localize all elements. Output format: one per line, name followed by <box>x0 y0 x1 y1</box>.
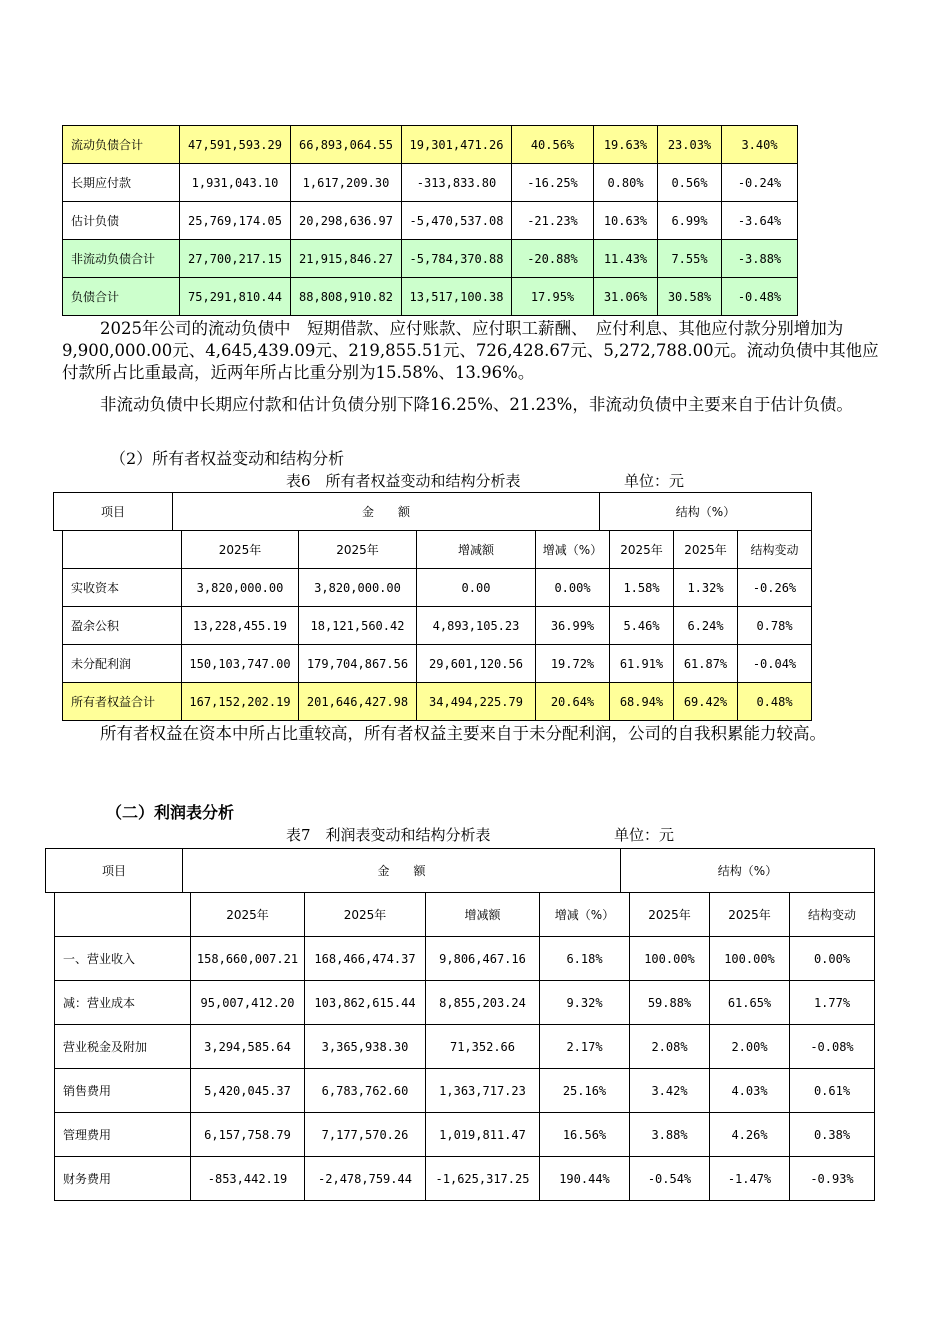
table-cell: 7.55% <box>658 240 722 278</box>
table-row <box>63 164 798 202</box>
table-cell: 3,820,000.00 <box>299 569 417 607</box>
table-cell: 4,893,105.23 <box>417 607 536 645</box>
row-label: 长期应付款 <box>63 164 180 202</box>
table-cell: 95,007,412.20 <box>191 981 305 1025</box>
paragraph-equity: 所有者权益在资本中所占比重较高，所有者权益主要来自于未分配利润，公司的自我积累能力较高。 <box>100 724 826 743</box>
table7-header <box>45 848 875 893</box>
table-cell: 1.32% <box>674 569 738 607</box>
table-cell: 30.58% <box>658 278 722 316</box>
table-cell: 20.64% <box>536 683 610 721</box>
table-row <box>63 126 798 164</box>
table-cell: 61.87% <box>674 645 738 683</box>
table-cell: 19.63% <box>594 126 658 164</box>
table-cell: 16.56% <box>540 1113 630 1157</box>
table-cell: -1,625,317.25 <box>426 1157 540 1201</box>
table-cell: 0.48% <box>738 683 812 721</box>
table-cell: 3,365,938.30 <box>305 1025 426 1069</box>
table-cell: 2.17% <box>540 1025 630 1069</box>
table-cell: 4.26% <box>710 1113 790 1157</box>
table-cell: 23.03% <box>658 126 722 164</box>
table-cell: -5,784,370.88 <box>402 240 512 278</box>
table-cell: 0.38% <box>790 1113 875 1157</box>
table-cell: 3.42% <box>630 1069 710 1113</box>
table-cell: 103,862,615.44 <box>305 981 426 1025</box>
table-cell: -3.64% <box>722 202 798 240</box>
table-cell: -313,833.80 <box>402 164 512 202</box>
table-cell: 1,019,811.47 <box>426 1113 540 1157</box>
table-cell: 19.72% <box>536 645 610 683</box>
table-cell: 6,157,758.79 <box>191 1113 305 1157</box>
section-heading-equity: （2）所有者权益变动和结构分析 <box>110 449 345 468</box>
paragraph-noncurrent-liabilities: 非流动负债中长期应付款和估计负债分别下降16.25%、21.23%，非流动负债中主要来自于估计负债。 <box>100 395 853 414</box>
table-cell: 0.78% <box>738 607 812 645</box>
table-cell: 8,855,203.24 <box>426 981 540 1025</box>
row-label: 所有者权益合计 <box>63 683 182 721</box>
table-cell: 9.32% <box>540 981 630 1025</box>
row-label: 减：营业成本 <box>55 981 191 1025</box>
column-header: 增减额 <box>417 531 536 569</box>
table-cell: 3,820,000.00 <box>182 569 299 607</box>
column-header: 2025年 <box>610 531 674 569</box>
column-header: 2025年 <box>191 893 305 937</box>
table-cell: 1,617,209.30 <box>291 164 402 202</box>
table-cell: 168,466,474.37 <box>305 937 426 981</box>
liabilities-table <box>62 125 798 316</box>
table6-header-amount: 金 额 <box>173 493 600 531</box>
table-cell: 19,301,471.26 <box>402 126 512 164</box>
table-cell: 0.56% <box>658 164 722 202</box>
table-cell: -0.08% <box>790 1025 875 1069</box>
table-cell: -3.88% <box>722 240 798 278</box>
table-row <box>55 981 875 1025</box>
row-label: 负债合计 <box>63 278 180 316</box>
row-label: 财务费用 <box>55 1157 191 1201</box>
table-cell: 6.99% <box>658 202 722 240</box>
equity-table-body <box>63 531 812 721</box>
table-row <box>55 1157 875 1201</box>
table-cell: 68.94% <box>610 683 674 721</box>
table-cell: 36.99% <box>536 607 610 645</box>
table-cell: 59.88% <box>630 981 710 1025</box>
table-cell: 1.77% <box>790 981 875 1025</box>
table-row <box>63 569 812 607</box>
table-cell: 0.61% <box>790 1069 875 1113</box>
table-cell: 158,660,007.21 <box>191 937 305 981</box>
table-cell: 25,769,174.05 <box>180 202 291 240</box>
table6-caption: 表6 所有者权益变动和结构分析表 <box>286 472 521 490</box>
table-cell: 71,352.66 <box>426 1025 540 1069</box>
table-cell: 3.40% <box>722 126 798 164</box>
table-cell: 0.00% <box>536 569 610 607</box>
table-cell: 100.00% <box>630 937 710 981</box>
column-header: 增减额 <box>426 893 540 937</box>
table-cell: 4.03% <box>710 1069 790 1113</box>
liabilities-table-body <box>63 126 798 316</box>
table-cell: 2.08% <box>630 1025 710 1069</box>
table-cell: 3,294,585.64 <box>191 1025 305 1069</box>
row-label: 实收资本 <box>63 569 182 607</box>
table-cell: 31.06% <box>594 278 658 316</box>
table-cell: 40.56% <box>512 126 594 164</box>
table-cell: 5.46% <box>610 607 674 645</box>
table-cell: 10.63% <box>594 202 658 240</box>
row-label: 营业税金及附加 <box>55 1025 191 1069</box>
column-header: 2025年 <box>710 893 790 937</box>
table7-caption: 表7 利润表变动和结构分析表 <box>286 826 491 844</box>
table-cell: -21.23% <box>512 202 594 240</box>
table-cell: 11.43% <box>594 240 658 278</box>
table-cell: 13,228,455.19 <box>182 607 299 645</box>
table-cell: 9,806,467.16 <box>426 937 540 981</box>
paragraph-current-liabilities: 2025年公司的流动负债中 短期借款、应付账款、应付职工薪酬、 应付利息、其他应付款分别增加为9,900,000.00元、4,645,439.09元、219,855.51元、726,428.67元、5,272,788.00元。流动负债中其他应付款所占比重最高，近两年所占比重分别为15.58%、13.96%。 <box>62 319 879 382</box>
row-label: 估计负债 <box>63 202 180 240</box>
table-cell: -0.48% <box>722 278 798 316</box>
table-cell: 150,103,747.00 <box>182 645 299 683</box>
table-cell: -0.93% <box>790 1157 875 1201</box>
table-cell: 167,152,202.19 <box>182 683 299 721</box>
table6-header <box>53 492 812 531</box>
table-row <box>63 202 798 240</box>
row-label: 流动负债合计 <box>63 126 180 164</box>
row-label: 非流动负债合计 <box>63 240 180 278</box>
table-cell: -16.25% <box>512 164 594 202</box>
table6-unit: 单位：元 <box>624 472 685 490</box>
section-heading-profit: （二）利润表分析 <box>106 803 235 822</box>
table-row <box>63 683 812 721</box>
table6-header-item: 项目 <box>54 493 173 531</box>
table-cell: -0.26% <box>738 569 812 607</box>
table-cell: 6,783,762.60 <box>305 1069 426 1113</box>
equity-table <box>62 530 812 721</box>
table-cell: 1,931,043.10 <box>180 164 291 202</box>
row-label: 销售费用 <box>55 1069 191 1113</box>
table7-header-amount: 金 额 <box>183 849 621 893</box>
table-cell: 0.00% <box>790 937 875 981</box>
table-row <box>55 1069 875 1113</box>
table-cell: 18,121,560.42 <box>299 607 417 645</box>
table-cell: 2.00% <box>710 1025 790 1069</box>
table-cell: 6.24% <box>674 607 738 645</box>
column-header: 2025年 <box>630 893 710 937</box>
table-cell <box>63 531 182 569</box>
table-cell: 201,646,427.98 <box>299 683 417 721</box>
table-cell: 0.00 <box>417 569 536 607</box>
table-subheader-row <box>55 893 875 937</box>
column-header: 结构变动 <box>790 893 875 937</box>
table-cell: 100.00% <box>710 937 790 981</box>
table-cell: 66,893,064.55 <box>291 126 402 164</box>
table-subheader-row <box>63 531 812 569</box>
table-cell: 47,591,593.29 <box>180 126 291 164</box>
column-header: 结构变动 <box>738 531 812 569</box>
table-cell: 75,291,810.44 <box>180 278 291 316</box>
table-cell: 21,915,846.27 <box>291 240 402 278</box>
table-cell: 29,601,120.56 <box>417 645 536 683</box>
column-header: 2025年 <box>182 531 299 569</box>
table-cell: 69.42% <box>674 683 738 721</box>
table-cell: 20,298,636.97 <box>291 202 402 240</box>
table-cell: 5,420,045.37 <box>191 1069 305 1113</box>
column-header: 2025年 <box>299 531 417 569</box>
table7-unit: 单位：元 <box>614 826 675 844</box>
table-cell: 1.58% <box>610 569 674 607</box>
table-row <box>63 240 798 278</box>
row-label: 管理费用 <box>55 1113 191 1157</box>
table-row <box>55 1025 875 1069</box>
table6-header-structure: 结构（%） <box>600 493 812 531</box>
table-row <box>63 278 798 316</box>
table-cell: 3.88% <box>630 1113 710 1157</box>
table-cell: 13,517,100.38 <box>402 278 512 316</box>
table-row <box>55 1113 875 1157</box>
row-label: 盈余公积 <box>63 607 182 645</box>
table-cell: 34,494,225.79 <box>417 683 536 721</box>
table-cell: 27,700,217.15 <box>180 240 291 278</box>
table-cell: 17.95% <box>512 278 594 316</box>
table-cell: 61.65% <box>710 981 790 1025</box>
table-cell: 7,177,570.26 <box>305 1113 426 1157</box>
table-cell: 179,704,867.56 <box>299 645 417 683</box>
table-cell: -5,470,537.08 <box>402 202 512 240</box>
table-cell: 61.91% <box>610 645 674 683</box>
table-cell: 190.44% <box>540 1157 630 1201</box>
table-cell: -0.24% <box>722 164 798 202</box>
table-cell: 88,808,910.82 <box>291 278 402 316</box>
table-row <box>63 645 812 683</box>
table-cell: 25.16% <box>540 1069 630 1113</box>
income-table <box>54 892 875 1201</box>
table-cell <box>55 893 191 937</box>
table7-header-structure: 结构（%） <box>621 849 875 893</box>
income-table-body <box>55 893 875 1201</box>
column-header: 2025年 <box>305 893 426 937</box>
table7-header-item: 项目 <box>46 849 183 893</box>
column-header: 2025年 <box>674 531 738 569</box>
table-cell: -2,478,759.44 <box>305 1157 426 1201</box>
row-label: 一、营业收入 <box>55 937 191 981</box>
column-header: 增减（%） <box>536 531 610 569</box>
table-row <box>63 607 812 645</box>
table-cell: -0.54% <box>630 1157 710 1201</box>
table-cell: -0.04% <box>738 645 812 683</box>
table-cell: -1.47% <box>710 1157 790 1201</box>
table-cell: 0.80% <box>594 164 658 202</box>
table-cell: -20.88% <box>512 240 594 278</box>
row-label: 未分配利润 <box>63 645 182 683</box>
column-header: 增减（%） <box>540 893 630 937</box>
table-cell: 6.18% <box>540 937 630 981</box>
table-cell: 1,363,717.23 <box>426 1069 540 1113</box>
table-cell: -853,442.19 <box>191 1157 305 1201</box>
table-row <box>55 937 875 981</box>
